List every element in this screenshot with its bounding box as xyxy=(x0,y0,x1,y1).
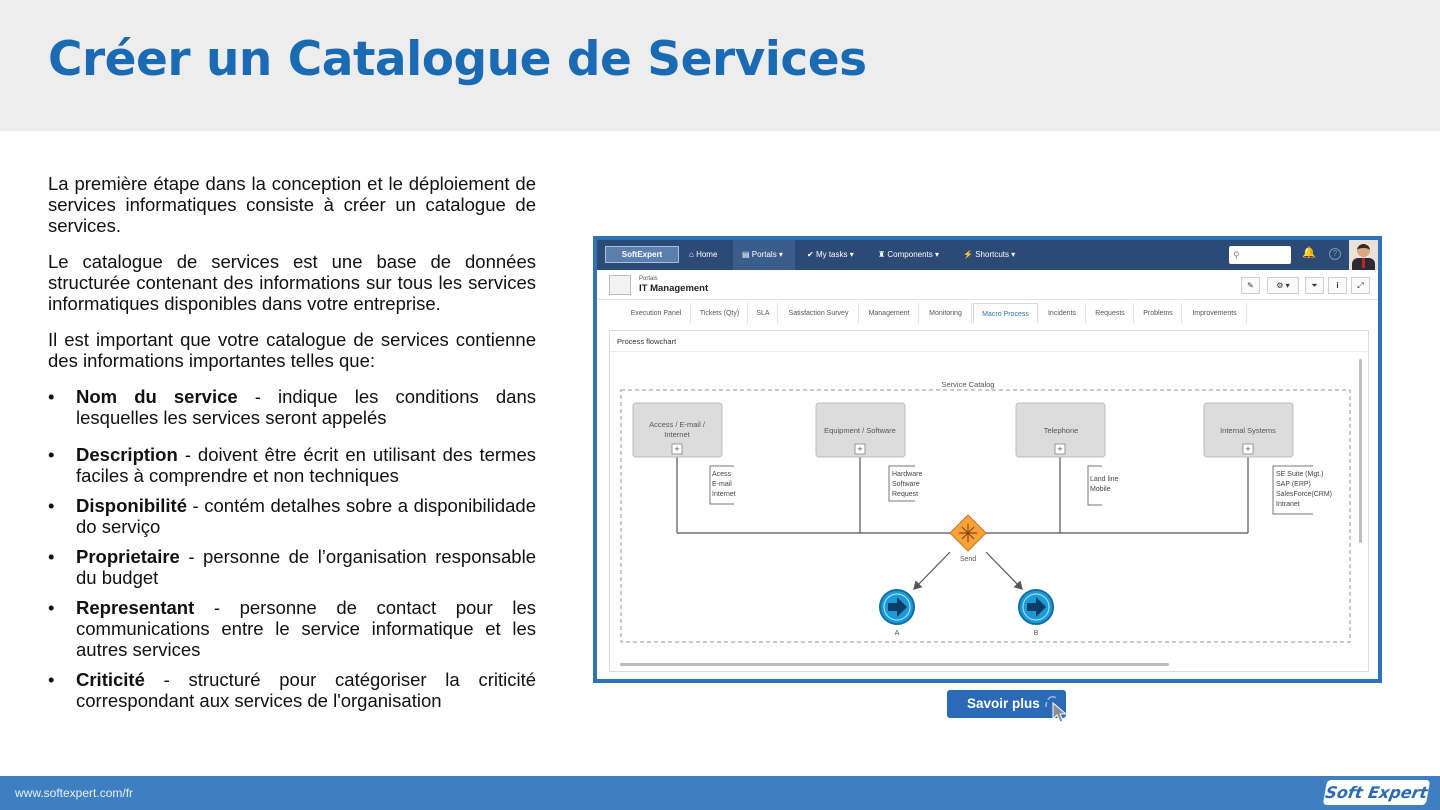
task-label: Access / E-mail / xyxy=(649,420,705,429)
nav-portals[interactable]: ▤ Portals ▾ xyxy=(733,240,795,270)
nav-home[interactable] xyxy=(689,240,729,270)
annotation-item: SalesForce(CRM) xyxy=(1276,491,1333,498)
vertical-scrollbar[interactable] xyxy=(1359,359,1362,543)
annotation-item: E-mail xyxy=(712,481,732,488)
task-equipment-software[interactable] xyxy=(816,403,905,457)
click-cursor-icon xyxy=(1044,696,1076,724)
event-label: B xyxy=(1033,630,1039,637)
annotation-item: SAP (ERP) xyxy=(1276,481,1311,488)
pool-label: Service Catalog xyxy=(941,380,995,389)
list-item-text: - personne de contact pour les communications entre le service informatique et les autres services xyxy=(76,597,536,660)
tab-satisfaction-survey[interactable]: Satisfaction Survey xyxy=(779,303,859,324)
list-item xyxy=(48,669,536,711)
expand-plus-icon: + xyxy=(674,444,680,454)
bullet-icon: • xyxy=(48,444,55,465)
filter-icon[interactable]: ⏷ xyxy=(1305,277,1324,294)
gateway-send[interactable] xyxy=(950,515,986,563)
event-b[interactable] xyxy=(1019,590,1053,637)
breadcrumb[interactable]: Portals xyxy=(639,276,658,282)
expand-icon[interactable]: ⤢ xyxy=(1351,277,1370,294)
check-icon: ✔ xyxy=(807,250,814,259)
softexpert-logo: Soft Expert xyxy=(1323,780,1430,805)
edit-icon[interactable]: ✎ xyxy=(1241,277,1260,294)
annotation-brackets xyxy=(710,466,1313,514)
task-label: Equipment / Software xyxy=(824,426,896,435)
annotation-item: Request xyxy=(892,491,919,498)
annotation-item: SE Suite (Mgt.) xyxy=(1276,471,1324,478)
annotation-item: Hardware xyxy=(892,471,923,478)
bell-icon[interactable]: 🔔 xyxy=(1302,247,1316,259)
tab-requests[interactable]: Requests xyxy=(1087,303,1134,324)
page-title: Créer un Catalogue de Services xyxy=(48,32,867,87)
tab-incidents[interactable]: Incidents xyxy=(1039,303,1086,324)
bullet-icon: • xyxy=(48,386,55,407)
bullet-icon: • xyxy=(48,597,55,618)
bullet-icon: • xyxy=(48,669,55,690)
intro-paragraph: La première étape dans la conception et le déploiement de services informatiques consiste à créer un catalogue de services. xyxy=(48,173,536,236)
nav-my-tasks[interactable]: ✔ My tasks ▾ xyxy=(807,250,854,259)
list-item-term: Description xyxy=(76,444,178,465)
horizontal-scrollbar[interactable] xyxy=(620,663,1169,666)
avatar-tie xyxy=(1362,258,1365,268)
body-text xyxy=(48,173,536,720)
tab-macro-process[interactable]: Macro Process xyxy=(973,303,1038,324)
annotation-item: Software xyxy=(892,481,920,488)
annotation-item: Acess xyxy=(712,471,732,478)
home-icon: ⌂ xyxy=(689,250,694,259)
app-topbar xyxy=(597,240,1378,270)
nav-home-label: Home xyxy=(696,250,718,259)
gateway-label: Send xyxy=(959,556,977,563)
task-telephone[interactable] xyxy=(1016,403,1105,457)
list-item xyxy=(48,495,536,537)
list-item-term: Disponibilité xyxy=(76,495,187,516)
tab-tickets[interactable]: Tickets (Qty) xyxy=(692,303,748,324)
task-internal-systems[interactable] xyxy=(1204,403,1293,457)
list-item xyxy=(48,386,536,428)
gear-icon[interactable]: ⚙ ▾ xyxy=(1267,277,1299,294)
tab-sla[interactable]: SLA xyxy=(749,303,778,324)
list-item-text: - indique les conditions dans lesquelles les services seront appelés xyxy=(76,386,536,428)
task-access-email-internet[interactable] xyxy=(633,403,722,457)
task-label-line2: Internet xyxy=(664,430,690,439)
portal-title: IT Management xyxy=(639,283,709,294)
list-item xyxy=(48,597,536,660)
bullet-icon: • xyxy=(48,495,55,516)
event-label: A xyxy=(894,630,900,637)
info-icon[interactable]: i xyxy=(1328,277,1347,294)
expand-plus-icon: + xyxy=(1057,444,1063,454)
tab-improvements[interactable]: Improvements xyxy=(1183,303,1247,324)
footer-bar xyxy=(0,776,1440,810)
list-item-term: Criticité xyxy=(76,669,145,690)
list-item-term: Proprietaire xyxy=(76,546,180,567)
avatar-head xyxy=(1357,244,1370,257)
tab-problems[interactable]: Problems xyxy=(1135,303,1182,324)
annotation-item: Land line xyxy=(1090,476,1119,483)
annotation-item: Intranet xyxy=(1276,501,1300,508)
nav-portals-label: Portals xyxy=(751,250,777,259)
expand-plus-icon: + xyxy=(857,444,863,454)
list-item-term: Nom du service xyxy=(76,386,238,407)
list-item-text: - structuré pour catégoriser la criticité correspondant aux services de l'organisation xyxy=(76,669,536,711)
portals-icon: ▤ xyxy=(742,250,750,259)
nav-shortcuts-label: Shortcuts xyxy=(975,250,1009,259)
trophy-icon: ♜ xyxy=(878,250,886,259)
expand-plus-icon: + xyxy=(1245,444,1251,454)
event-a[interactable] xyxy=(880,590,914,637)
tab-monitoring[interactable]: Monitoring xyxy=(920,303,972,324)
list-item xyxy=(48,546,536,588)
attribute-list xyxy=(48,386,536,711)
nav-shortcuts[interactable]: ⚡ Shortcuts ▾ xyxy=(963,250,1016,259)
lightning-icon: ⚡ xyxy=(963,250,973,259)
panel-title: Process flowchart xyxy=(617,337,677,346)
portal-header xyxy=(597,270,1378,300)
task-label: Internal Systems xyxy=(1220,426,1276,435)
annotation-item: Internet xyxy=(712,491,736,498)
app-logo: SoftExpert xyxy=(605,246,679,263)
nav-components[interactable]: ♜ Components ▾ xyxy=(878,250,940,259)
search-input[interactable] xyxy=(1229,246,1291,264)
list-item xyxy=(48,444,536,486)
app-screenshot xyxy=(593,236,1382,683)
annotation-item: Mobile xyxy=(1090,486,1111,493)
list-item-text: - contém detalhes sobre a disponibilidade do serviço xyxy=(76,495,536,537)
bullet-icon: • xyxy=(48,546,55,567)
nav-components-label: Components xyxy=(887,250,933,259)
tab-management[interactable]: Management xyxy=(860,303,919,324)
tab-execution-panel[interactable]: Execution Panel xyxy=(622,303,691,324)
definition-paragraph: Le catalogue de services est une base de données structurée contenant des informations sur tous les services informatiques disponibles dans votre entreprise. xyxy=(48,251,536,314)
list-item-term: Representant xyxy=(76,597,195,618)
nav-my-tasks-label: My tasks xyxy=(815,250,848,259)
process-diagram xyxy=(610,331,1368,671)
savoir-plus-button[interactable]: Savoir plus xyxy=(947,690,1066,718)
footer-url[interactable]: www.softexpert.com/fr xyxy=(15,786,134,800)
list-item-text: - doivent être écrit en utilisant des termes faciles à comprendre et non techniques xyxy=(76,444,536,486)
flowchart-panel xyxy=(609,330,1369,672)
task-label: Telephone xyxy=(1043,426,1079,435)
avatar[interactable] xyxy=(1349,240,1378,270)
help-icon[interactable]: ? xyxy=(1329,248,1341,260)
annotation-texts xyxy=(712,471,1332,508)
list-item-text: - personne de l’organisation responsable du budget xyxy=(76,546,536,588)
list-intro-paragraph: Il est important que votre catalogue de services contienne des informations importantes telles que: xyxy=(48,329,536,371)
search-icon: ⚲ xyxy=(1233,250,1240,260)
portal-icon xyxy=(609,275,631,295)
